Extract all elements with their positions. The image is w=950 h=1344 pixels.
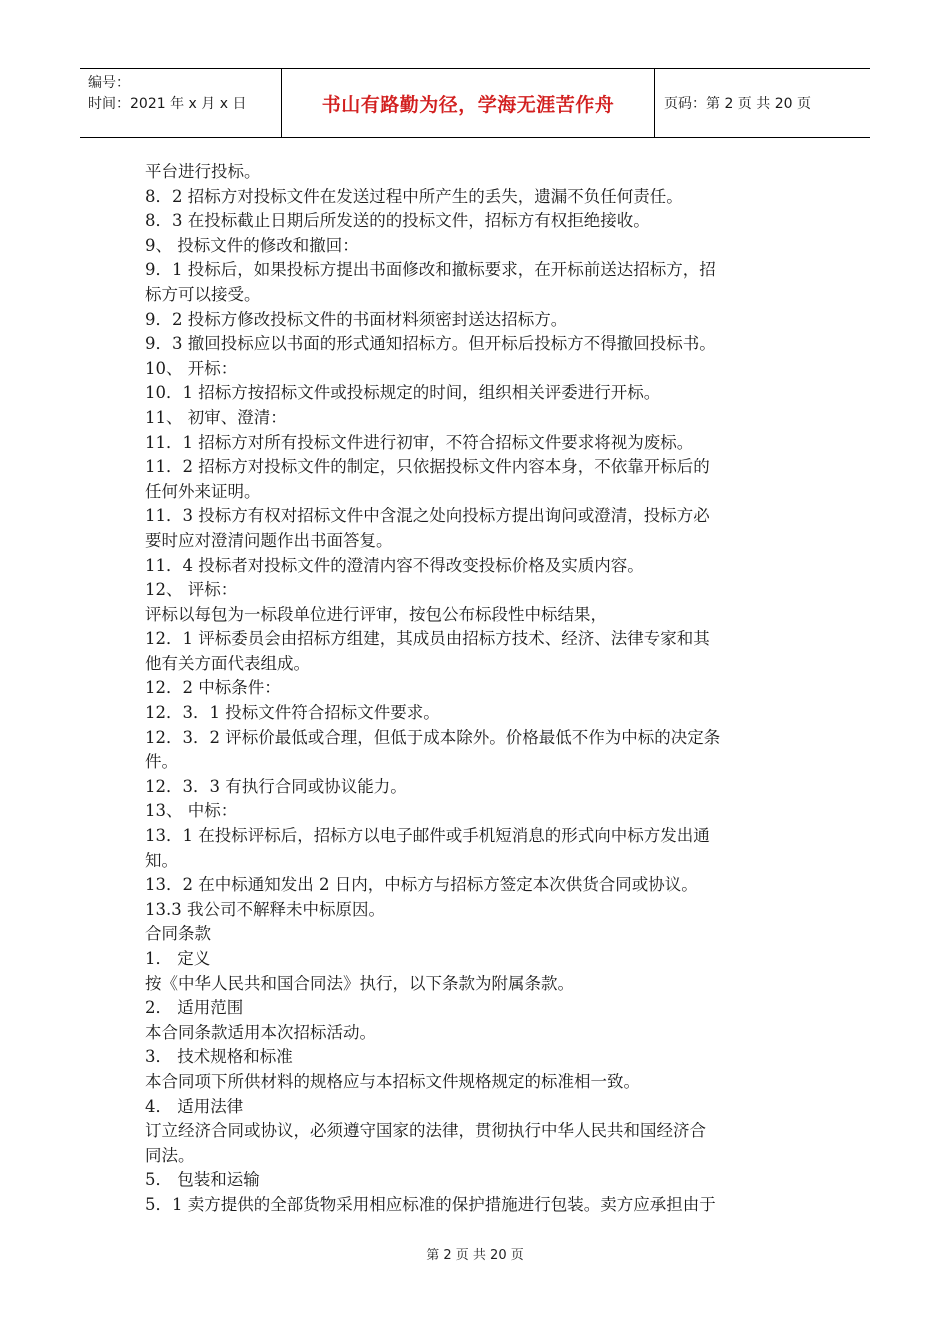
body-line: 12．1 评标委员会由招标方组建，其成员由招标方技术、经济、法律专家和其 xyxy=(145,629,710,649)
body-line: 10．1 招标方按招标文件或投标规定的时间，组织相关评委进行开标。 xyxy=(145,383,661,403)
body-line: 评标以每包为一标段单位进行评审，按包公布标段性中标结果， xyxy=(145,604,607,624)
body-line: 5．1 卖方提供的全部货物采用相应标准的保护措施进行包装。卖方应承担由于 xyxy=(145,1194,716,1214)
body-line: 12．2 中标条件： xyxy=(145,678,281,698)
body-line: 3． 技术规格和标准 xyxy=(145,1047,293,1067)
body-line: 合同条款 xyxy=(145,924,211,944)
body-line: 12．3．3 有执行合同或协议能力。 xyxy=(145,776,407,796)
body-line: 9．2 投标方修改投标文件的书面材料须密封送达招标方。 xyxy=(145,309,568,329)
body-line: 他有关方面代表组成。 xyxy=(145,653,310,673)
body-line: 5． 包装和运输 xyxy=(145,1170,260,1190)
body-line: 2． 适用范围 xyxy=(145,998,244,1018)
body-line: 任何外来证明。 xyxy=(145,481,261,501)
body-line: 件。 xyxy=(145,752,178,772)
body-line: 知。 xyxy=(145,850,178,870)
body-line: 8．3 在投标截止日期后所发送的的投标文件，招标方有权拒绝接收。 xyxy=(145,211,650,231)
body-line: 12、 评标： xyxy=(145,580,238,600)
body-line: 9．1 投标后，如果投标方提出书面修改和撤标要求，在开标前送达招标方，招 xyxy=(145,260,716,280)
body-line: 12．3．1 投标文件符合招标文件要求。 xyxy=(145,703,440,723)
body-line: 13、 中标： xyxy=(145,801,238,821)
header-motto-cell xyxy=(282,69,655,137)
document-number-label: 编号： xyxy=(88,75,130,91)
body-line: 11．3 投标方有权对招标文件中含混之处向投标方提出询问或澄清，投标方必 xyxy=(145,506,710,526)
page-header xyxy=(80,68,870,138)
body-line: 12．3．2 评标价最低或合理，但低于成本除外。价格最低不作为中标的决定条 xyxy=(145,727,721,747)
body-line: 13．1 在投标评标后，招标方以电子邮件或手机短消息的形式向中标方发出通 xyxy=(145,826,710,846)
body-line: 按《中华人民共和国合同法》执行，以下条款为附属条款。 xyxy=(145,973,574,993)
page-footer: 第 2 页 共 20 页 xyxy=(426,1248,524,1263)
body-line: 9．3 撤回投标应以书面的形式通知招标方。但开标后投标方不得撤回投标书。 xyxy=(145,334,716,354)
body-line: 9、 投标文件的修改和撤回： xyxy=(145,235,359,255)
body-line: 4． 适用法律 xyxy=(145,1096,244,1116)
body-line: 标方可以接受。 xyxy=(145,284,261,304)
document-body xyxy=(145,160,810,1218)
body-line: 本合同项下所供材料的规格应与本招标文件规格规定的标准相一致。 xyxy=(145,1071,640,1091)
body-line: 订立经济合同或协议，必须遵守国家的法律，贯彻执行中华人民共和国经济合 xyxy=(145,1121,706,1141)
body-line: 13.3 我公司不解释未中标原因。 xyxy=(145,899,385,919)
body-line: 10、 开标： xyxy=(145,358,238,378)
body-line: 11．1 招标方对所有投标文件进行初审，不符合招标文件要求将视为废标。 xyxy=(145,432,694,452)
body-line: 同法。 xyxy=(145,1145,195,1165)
header-meta xyxy=(80,69,282,137)
header-motto: 书山有路勤为径，学海无涯苦作舟 xyxy=(321,93,615,116)
body-line: 1． 定义 xyxy=(145,949,211,968)
body-line: 13．2 在中标通知发出 2 日内，中标方与招标方签定本次供货合同或协议。 xyxy=(145,875,698,895)
header-page-info: 页码：第 2 页 共 20 页 xyxy=(664,96,811,112)
body-line: 平台进行投标。 xyxy=(145,162,261,181)
body-line: 要时应对澄清问题作出书面答复。 xyxy=(145,530,393,550)
body-line: 11．2 招标方对投标文件的制定，只依据投标文件内容本身，不依靠开标后的 xyxy=(145,457,710,477)
document-time: 时间：2021 年 x 月 x 日 xyxy=(88,96,247,112)
body-line: 11．4 投标者对投标文件的澄清内容不得改变投标价格及实质内容。 xyxy=(145,555,644,575)
body-line: 本合同条款适用本次招标活动。 xyxy=(145,1022,376,1042)
body-line: 11、 初审、澄清： xyxy=(145,407,287,427)
body-line: 8．2 招标方对投标文件在发送过程中所产生的丢失，遗漏不负任何责任。 xyxy=(145,186,683,206)
